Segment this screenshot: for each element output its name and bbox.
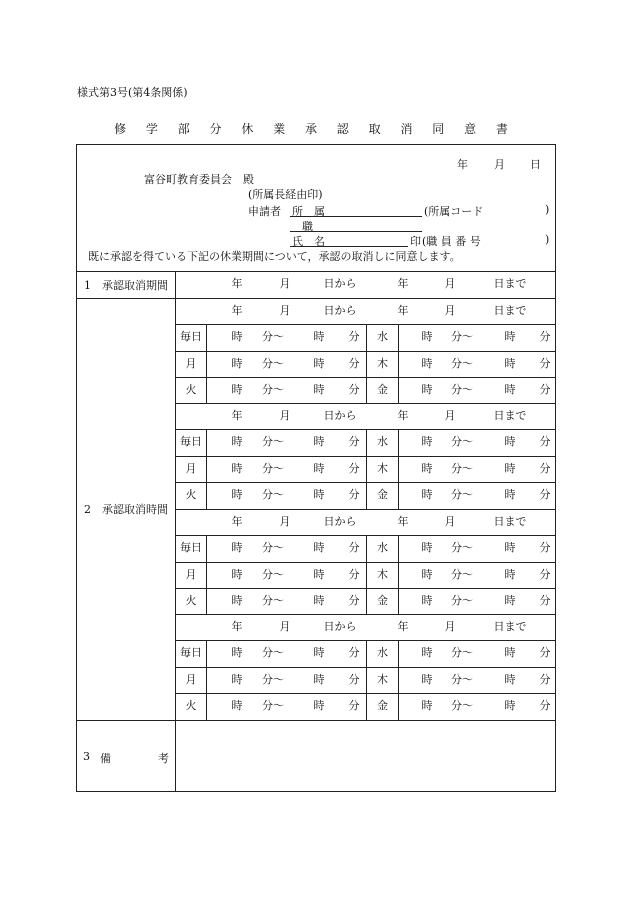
time-unit: 分: [348, 357, 360, 370]
time-unit: 分: [539, 594, 551, 607]
time-unit: 時: [231, 673, 243, 686]
time-unit: 時: [231, 435, 243, 448]
time-unit: 分: [348, 699, 360, 712]
time-unit: 分〜: [451, 330, 473, 343]
position-label: 職: [302, 220, 313, 233]
block1-period-part-5: 日まで: [493, 304, 527, 317]
time-unit: 分〜: [451, 646, 473, 659]
section1-top-rule: [76, 271, 556, 272]
block3-period-part-2: 日から: [323, 515, 357, 528]
section2-top-rule: [76, 298, 556, 299]
time-unit: 分〜: [262, 568, 284, 581]
day-label: 火: [185, 699, 197, 712]
time-unit: 時: [504, 568, 516, 581]
time-unit: 時: [231, 357, 243, 370]
time-unit: 時: [421, 594, 433, 607]
time-unit: 時: [231, 568, 243, 581]
time-unit: 分: [348, 383, 360, 396]
time-unit: 時: [504, 699, 516, 712]
block2-day-divider-left: [206, 429, 207, 509]
day-label: 月: [185, 673, 197, 686]
block2-top-rule: [176, 403, 556, 404]
day-label: 水: [377, 435, 388, 448]
day-label: 木: [377, 462, 388, 475]
time-unit: 分: [539, 330, 551, 343]
time-unit: 分: [539, 435, 551, 448]
block2-period-part-1: 月: [279, 409, 291, 422]
document-title: 修 学 部 分 休 業 承 認 取 消 同 意 書: [114, 122, 516, 136]
time-unit: 分: [539, 541, 551, 554]
time-unit: 時: [504, 383, 516, 396]
time-unit: 分: [348, 462, 360, 475]
section1-period-part-2: 日から: [323, 277, 357, 290]
block3-row-rule-1: [176, 562, 556, 563]
time-unit: 分: [348, 435, 360, 448]
consent-statement: 既に承認を得ている下記の休業期間について，承認の取消しに同意します。: [88, 250, 461, 263]
time-unit: 時: [421, 673, 433, 686]
block4-day-divider-left: [206, 640, 207, 720]
time-unit: 分〜: [451, 541, 473, 554]
block3-day-divider-left: [206, 535, 207, 615]
time-unit: 時: [313, 488, 325, 501]
block4-period-part-3: 年: [397, 620, 409, 633]
day-label: 月: [185, 568, 197, 581]
time-unit: 分〜: [262, 646, 284, 659]
time-unit: 分〜: [262, 462, 284, 475]
block4-period-part-5: 日まで: [493, 620, 527, 633]
day-label: 月: [185, 462, 197, 475]
time-unit: 時: [231, 699, 243, 712]
form-number-label: 様式第3号(第4条関係): [77, 86, 188, 99]
day-label: 金: [377, 699, 388, 712]
block3-day-divider-right: [398, 535, 399, 615]
section3-number: 3: [83, 750, 90, 763]
affiliation-code-close: ): [545, 203, 550, 216]
block4-period-part-2: 日から: [323, 620, 357, 633]
time-unit: 分: [539, 383, 551, 396]
time-unit: 時: [421, 330, 433, 343]
time-unit: 分: [348, 541, 360, 554]
time-unit: 分〜: [451, 383, 473, 396]
date-month: 月: [494, 158, 505, 171]
day-label: 火: [185, 594, 197, 607]
time-unit: 分: [348, 488, 360, 501]
time-unit: 時: [313, 462, 325, 475]
time-unit: 時: [231, 462, 243, 475]
via-principal-seal: (所属長経由印): [248, 188, 323, 201]
time-unit: 分: [539, 357, 551, 370]
section1-period-part-3: 年: [397, 277, 409, 290]
time-unit: 時: [421, 646, 433, 659]
time-unit: 時: [421, 383, 433, 396]
affiliation-label: 所 属: [292, 205, 325, 218]
time-unit: 分〜: [262, 673, 284, 686]
time-unit: 分〜: [451, 435, 473, 448]
block3-period-part-3: 年: [397, 515, 409, 528]
block4-period-part-4: 月: [444, 620, 456, 633]
time-unit: 分: [539, 699, 551, 712]
time-unit: 時: [313, 330, 325, 343]
time-unit: 分〜: [262, 488, 284, 501]
time-unit: 時: [231, 541, 243, 554]
time-unit: 分: [348, 594, 360, 607]
time-unit: 分〜: [451, 673, 473, 686]
time-unit: 分: [348, 646, 360, 659]
time-unit: 時: [421, 541, 433, 554]
block2-period-part-5: 日まで: [493, 409, 527, 422]
day-label: 金: [377, 594, 388, 607]
day-label: 火: [185, 488, 197, 501]
section1-period-part-4: 月: [444, 277, 456, 290]
position-field[interactable]: [290, 231, 422, 232]
time-unit: 時: [504, 673, 516, 686]
name-field[interactable]: [290, 246, 408, 247]
time-unit: 時: [504, 488, 516, 501]
time-unit: 時: [504, 357, 516, 370]
day-label: 木: [377, 673, 388, 686]
time-unit: 時: [231, 594, 243, 607]
time-unit: 時: [504, 462, 516, 475]
time-unit: 時: [421, 357, 433, 370]
time-unit: 時: [421, 435, 433, 448]
time-unit: 時: [231, 646, 243, 659]
section1-label: 1 承認取消期間: [84, 279, 168, 292]
time-unit: 分〜: [262, 594, 284, 607]
date-day: 日: [530, 158, 541, 171]
employee-number-label: (職 員 番 号: [422, 235, 481, 248]
section1-period-part-1: 月: [279, 277, 291, 290]
block3-period-part-5: 日まで: [493, 515, 527, 528]
block4-period-part-0: 年: [231, 620, 243, 633]
time-unit: 時: [421, 699, 433, 712]
time-unit: 時: [504, 646, 516, 659]
time-unit: 時: [313, 435, 325, 448]
day-label: 木: [377, 568, 388, 581]
affiliation-field[interactable]: [290, 216, 422, 217]
section1-period-part-5: 日まで: [493, 277, 527, 290]
time-unit: 分: [539, 488, 551, 501]
time-unit: 時: [231, 383, 243, 396]
block2-period-part-2: 日から: [323, 409, 357, 422]
time-unit: 分〜: [451, 594, 473, 607]
time-unit: 分〜: [262, 330, 284, 343]
block1-row-rule-2: [176, 377, 556, 378]
time-unit: 分〜: [262, 699, 284, 712]
block4-period-part-1: 月: [279, 620, 291, 633]
day-label: 毎日: [180, 330, 202, 343]
time-unit: 時: [421, 568, 433, 581]
block2-period-part-4: 月: [444, 409, 456, 422]
block1-day-divider-left: [206, 324, 207, 404]
remarks-char-2: 考: [158, 752, 169, 765]
name-label: 氏 名: [292, 235, 325, 248]
block3-top-rule: [176, 509, 556, 510]
time-unit: 分〜: [262, 383, 284, 396]
time-unit: 分〜: [451, 568, 473, 581]
block2-row-rule-2: [176, 482, 556, 483]
block1-period-part-1: 月: [279, 304, 291, 317]
time-unit: 時: [313, 541, 325, 554]
remarks-char-1: 備: [100, 752, 111, 765]
day-label: 金: [377, 383, 388, 396]
time-unit: 時: [231, 330, 243, 343]
time-unit: 時: [421, 488, 433, 501]
time-unit: 時: [313, 568, 325, 581]
day-label: 水: [377, 330, 388, 343]
block1-period-part-2: 日から: [323, 304, 357, 317]
applicant-label: 申請者: [248, 205, 281, 218]
date-year: 年: [457, 158, 468, 171]
day-label: 水: [377, 646, 388, 659]
time-unit: 分〜: [262, 541, 284, 554]
employee-number-close: ): [545, 233, 550, 246]
time-unit: 時: [231, 488, 243, 501]
day-label: 毎日: [180, 435, 202, 448]
block4-day-divider-right: [398, 640, 399, 720]
time-unit: 分〜: [451, 357, 473, 370]
affiliation-code-label: (所属コード: [424, 205, 484, 218]
time-unit: 時: [313, 673, 325, 686]
time-unit: 分: [539, 568, 551, 581]
day-label: 火: [185, 383, 197, 396]
time-unit: 分〜: [262, 435, 284, 448]
block2-day-divider-right: [398, 429, 399, 509]
time-unit: 分: [348, 673, 360, 686]
block1-period-part-3: 年: [397, 304, 409, 317]
time-unit: 分: [539, 646, 551, 659]
block2-period-part-0: 年: [231, 409, 243, 422]
seal-mark: 印: [410, 235, 421, 248]
time-unit: 分: [348, 330, 360, 343]
time-unit: 分: [539, 673, 551, 686]
time-unit: 分: [539, 462, 551, 475]
time-unit: 分〜: [262, 357, 284, 370]
time-unit: 分〜: [451, 699, 473, 712]
day-label: 金: [377, 488, 388, 501]
time-unit: 時: [504, 330, 516, 343]
time-unit: 時: [421, 462, 433, 475]
remarks-field[interactable]: [176, 721, 555, 791]
block3-period-part-4: 月: [444, 515, 456, 528]
section1-period-part-0: 年: [231, 277, 243, 290]
time-unit: 時: [313, 594, 325, 607]
block3-period-part-0: 年: [231, 515, 243, 528]
time-unit: 時: [313, 699, 325, 712]
section2-label: 2 承認取消時間: [84, 503, 168, 516]
time-unit: 時: [504, 435, 516, 448]
day-label: 木: [377, 357, 388, 370]
time-unit: 時: [504, 541, 516, 554]
day-label: 月: [185, 357, 197, 370]
block2-row-rule-1: [176, 456, 556, 457]
block4-row-rule-2: [176, 693, 556, 694]
block3-period-part-1: 月: [279, 515, 291, 528]
block2-period-part-3: 年: [397, 409, 409, 422]
addressee: 富谷町教育委員会 殿: [144, 173, 254, 186]
block3-row-rule-2: [176, 588, 556, 589]
block4-row-rule-1: [176, 667, 556, 668]
block1-period-part-4: 月: [444, 304, 456, 317]
block1-day-divider-right: [398, 324, 399, 404]
day-label: 毎日: [180, 541, 202, 554]
time-unit: 分: [348, 568, 360, 581]
time-unit: 分〜: [451, 488, 473, 501]
time-unit: 分〜: [451, 462, 473, 475]
block4-top-rule: [176, 614, 556, 615]
day-label: 水: [377, 541, 388, 554]
time-unit: 時: [313, 646, 325, 659]
time-unit: 時: [313, 383, 325, 396]
block1-period-part-0: 年: [231, 304, 243, 317]
block1-row-rule-1: [176, 351, 556, 352]
time-unit: 時: [313, 357, 325, 370]
time-unit: 時: [504, 594, 516, 607]
day-label: 毎日: [180, 646, 202, 659]
